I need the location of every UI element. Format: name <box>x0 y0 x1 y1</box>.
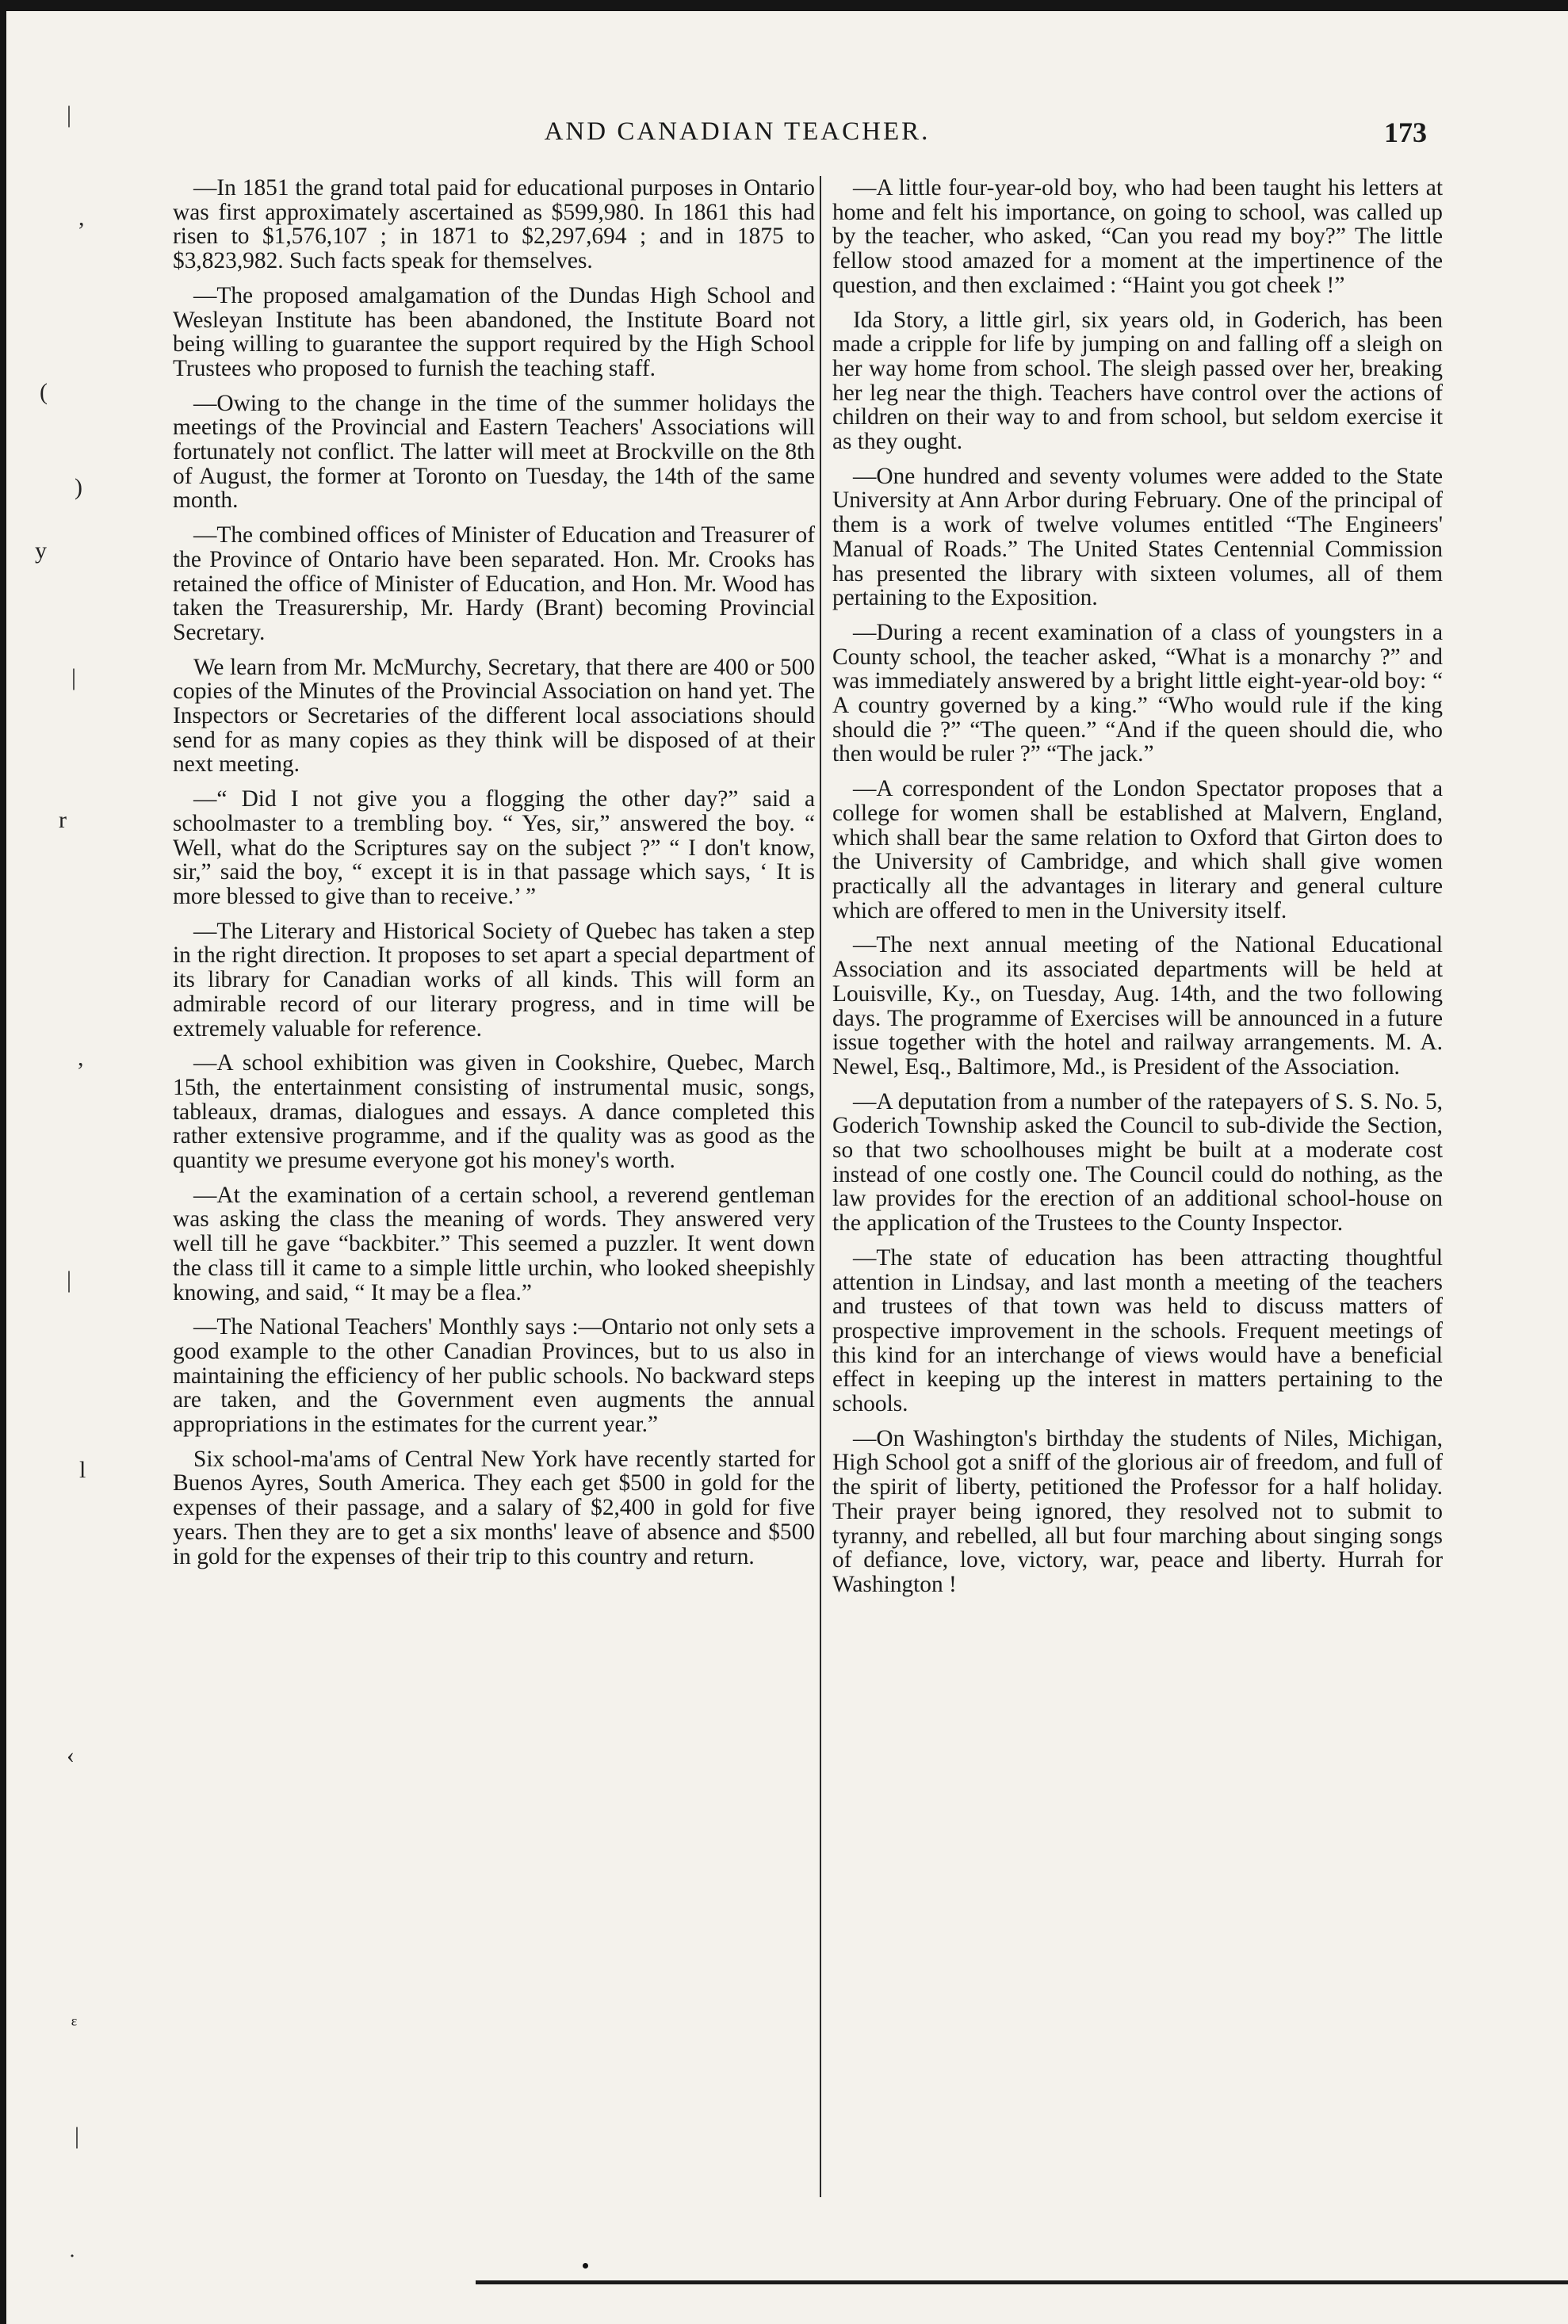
paragraph: —In 1851 the grand total paid for educational purposes in Ontario was first approximately ascertained as $599,980. In 1861 this had risen to $1,576,107 ; in 1871 to $2,297,694 ; and in 1875 to $3,823,982. Such facts speak for themselves. <box>173 175 815 274</box>
top-border-rule <box>0 0 1568 11</box>
left-column <box>173 176 815 1579</box>
paragraph: —At the examination of a certain school, a reverend gentleman was asking the class the meaning of words. They answered very well till he gave “backbiter.” This seemed a puzzler. It went down the class till it came to a simple little urchin, who looked sheepishly knowing, and said, “ It may be a flea.” <box>173 1182 815 1305</box>
right-column <box>832 176 1443 1607</box>
paragraph: —The next annual meeting of the National Educational Association and its associated departments will be held at Louisville, Ky., on Tuesday, Aug. 14th, and the two following days. The programme of Exercises will be announced in a future issue together with the hotel and railway arrangements. M. A. Newel, Esq., Baltimore, Md., is President of the Association. <box>832 932 1443 1080</box>
paragraph: Six school-ma'ams of Central New York have recently started for Buenos Ayres, South America. They each get $500 in gold for the expenses of their passage, and a salary of $2,400 in gold for five years. Then they are to get a six months' leave of absence and $500 in gold for the expenses of their trip to this country and return. <box>173 1446 815 1569</box>
paragraph: —The Literary and Historical Society of Quebec has taken a step in the right direction. It proposes to set apart a special department of its library for Canadian works of all kinds. This will form an admirable record of our literary progress, and in time will be extremely valuable for reference. <box>173 918 815 1042</box>
paragraph: —A little four-year-old boy, who had been taught his letters at home and felt his importance, on going to school, was called up by the teacher, who asked, “Can you read my boy?” The little fellow stood amazed for a moment at the impertinence of the question, and then exclaimed : “Haint you got cheek !” <box>832 175 1443 298</box>
page-header <box>48 111 1427 159</box>
bottom-rule <box>476 2280 1568 2284</box>
page-number: 173 <box>1384 117 1427 148</box>
paragraph: —A school exhibition was given in Cookshire, Quebec, March 15th, the entertainment consisting of instrumental music, songs, tableaux, dramas, dialogues and essays. A dance completed this rather extensive programme, and if the quality was as good as the quantity we presume everyone got his money's worth. <box>173 1050 815 1174</box>
paragraph: —“ Did I not give you a flogging the other day?” said a schoolmaster to a trembling boy. “ Yes, sir,” answered the boy. “ Well, what do the Scriptures say on the subject ?” “ I don't know, sir,” said the boy, “ except it is in that passage which says, ‘ It is more blessed to give than to receive.’ ” <box>173 786 815 909</box>
paragraph: Ida Story, a little girl, six years old, in Goderich, has been made a cripple for life by jumping on and falling off a sleigh on her way home from school. The sleigh passed over her, breaking her leg near the thigh. Teachers have control over the actions of children on their way to and from school, but seldom exercise it as they ought. <box>832 307 1443 455</box>
paragraph: —The combined offices of Minister of Education and Treasurer of the Province of Ontario have been separated. Hon. Mr. Crooks has retained the office of Minister of Education, and Hon. Mr. Wood has taken the Treasurership, Mr. Hardy (Brant) becoming Provincial Secretary. <box>173 522 815 645</box>
paragraph: —A correspondent of the London Spectator proposes that a college for women shall be established at Malvern, England, which shall bear the same relation to Oxford that Girton does to the University of Cambridge, and which shall give women practically all the advantages in literary and general culture which are offered to men in the University itself. <box>832 776 1443 923</box>
margin-scan-marks: | , ( ) y | r , | l ‹ ᵋ | ˙ <box>35 101 86 2276</box>
paragraph: We learn from Mr. McMurchy, Secretary, that there are 400 or 500 copies of the Minutes of the Provincial Association on hand yet. The Inspectors or Secretaries of the different local associations should send for as many copies as they think will be disposed of at their next meeting. <box>173 654 815 778</box>
paragraph: —The National Teachers' Monthly says :—Ontario not only sets a good example to the other Canadian Provinces, but to us also in maintaining the efficiency of her public schools. No backward steps are taken, and the Government even augments the annual appropriations in the estimates for the current year.” <box>173 1314 815 1438</box>
paragraph: —During a recent examination of a class of youngsters in a County school, the teacher asked, “What is a monarchy ?” and was immediately answered by a bright little eight-year-old boy: “ A country governed by a king.” “Who would rule if the king should die ?” “The queen.” “And if the queen should die, who then would be ruler ?” “The jack.” <box>832 619 1443 767</box>
paragraph: —On Washington's birthday the students of Niles, Michigan, High School got a sniff of the glorious air of freedom, and full of the spirit of liberty, petitioned the Professor for a half holiday. Their prayer being ignored, they resolved not to submit to tyranny, and rebelled, all but four marching about singing songs of defiance, love, victory, war, peace and liberty. Hurrah for Washington ! <box>832 1425 1443 1597</box>
paragraph: —Owing to the change in the time of the summer holidays the meetings of the Provincial and Eastern Teachers' Associations will fortunately not conflict. The latter will meet at Brockville on the 8th of August, the former at Toronto on Tuesday, the 14th of the same month. <box>173 390 815 514</box>
paragraph: —A deputation from a number of the ratepayers of S. S. No. 5, Goderich Township asked the Council to sub-divide the Section, so that two schoolhouses might be built at a moderate cost instead of one costly one. The Council could do nothing, as the law provides for the erection of an additional school-house on the application of the Trustees to the County Inspector. <box>832 1088 1443 1237</box>
left-border-rule <box>0 0 6 2324</box>
column-divider <box>820 176 821 2197</box>
running-head: AND CANADIAN TEACHER. <box>544 117 931 146</box>
paragraph: —The proposed amalgamation of the Dundas High School and Wesleyan Institute has been abandoned, the Institute Board not being willing to guarantee the support required by the High School Trustees who proposed to furnish the teaching staff. <box>173 282 815 381</box>
paragraph: —The state of education has been attracting thoughtful attention in Lindsay, and last month a meeting of the teachers and trustees of that town was held to discuss matters of prospective improvement in the schools. Frequent meetings of this kind for an interchange of views would have a beneficial effect in keeping up the interest in matters pertaining to the schools. <box>832 1244 1443 1417</box>
paragraph: —One hundred and seventy volumes were added to the State University at Ann Arbor during February. One of the principal of them is a work of twelve volumes entitled “The Engineers' Manual of Roads.” The United States Centennial Commission has presented the library with sixteen volumes, all of them pertaining to the Exposition. <box>832 463 1443 611</box>
printer-dot <box>583 2263 588 2269</box>
